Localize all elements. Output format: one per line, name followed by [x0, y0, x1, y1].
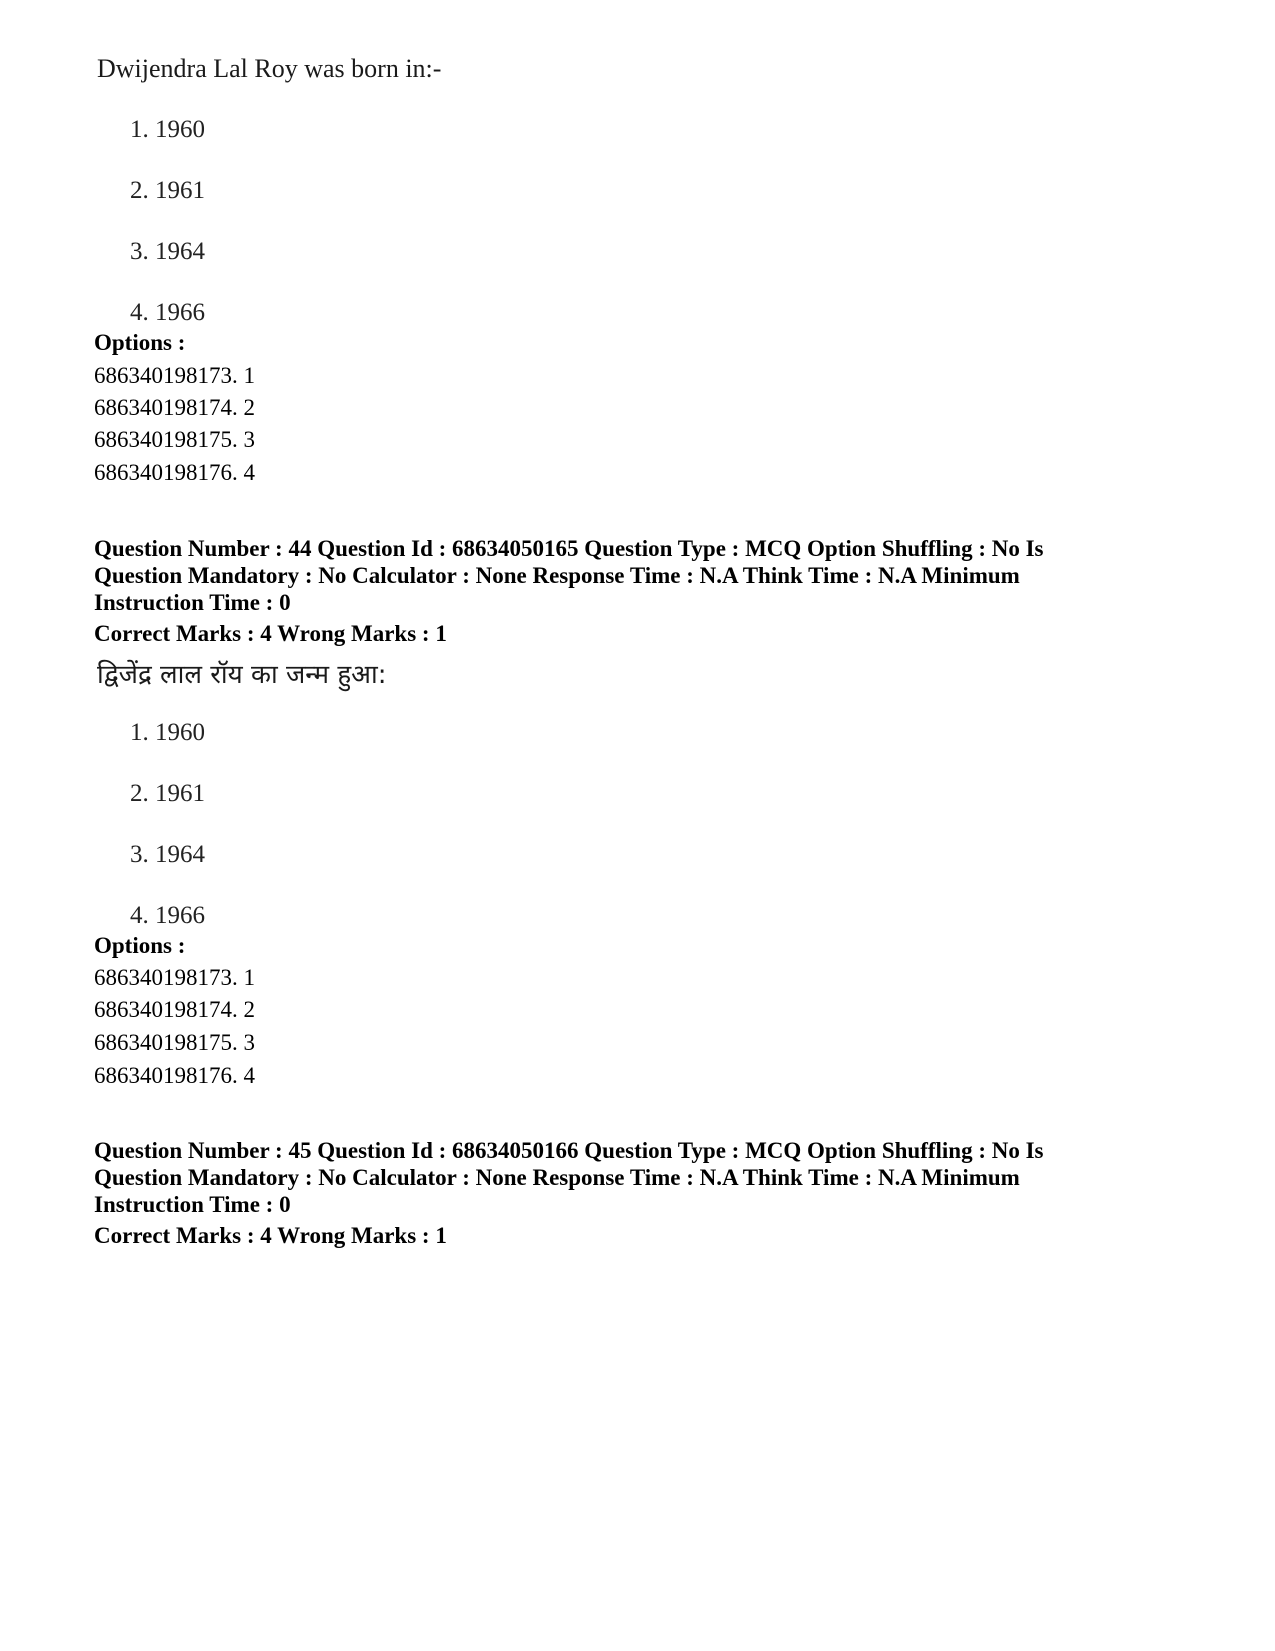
choice-3: 3. 1964 [130, 238, 205, 265]
option-row: 686340198175. 3 [94, 1030, 255, 1055]
question-text-english: Dwijendra Lal Roy was born in:- [97, 54, 442, 83]
choice-1: 1. 1960 [130, 719, 205, 746]
choice-4: 4. 1966 [130, 299, 205, 326]
option-row: 686340198174. 2 [94, 395, 255, 420]
question-meta-line-3: Instruction Time : 0 [94, 1192, 291, 1217]
choice-1: 1. 1960 [130, 116, 205, 143]
marks-line: Correct Marks : 4 Wrong Marks : 1 [94, 621, 447, 646]
question-meta-line-1: Question Number : 44 Question Id : 68634050165 Question Type : MCQ Option Shuffling : No Is [94, 536, 1044, 561]
option-row: 686340198176. 4 [94, 460, 255, 485]
option-row: 686340198173. 1 [94, 363, 255, 388]
question-meta-line-2: Question Mandatory : No Calculator : None Response Time : N.A Think Time : N.A Minimum [94, 1165, 1020, 1190]
options-label: Options : [94, 330, 186, 355]
choice-2: 2. 1961 [130, 177, 205, 204]
options-label: Options : [94, 933, 186, 958]
option-row: 686340198176. 4 [94, 1063, 255, 1088]
option-row: 686340198173. 1 [94, 965, 255, 990]
option-row: 686340198175. 3 [94, 427, 255, 452]
question-meta-line-3: Instruction Time : 0 [94, 590, 291, 615]
choice-4: 4. 1966 [130, 902, 205, 929]
question-meta-line-1: Question Number : 45 Question Id : 68634050166 Question Type : MCQ Option Shuffling : No Is [94, 1138, 1044, 1163]
question-meta-line-2: Question Mandatory : No Calculator : None Response Time : N.A Think Time : N.A Minimum [94, 563, 1020, 588]
option-row: 686340198174. 2 [94, 997, 255, 1022]
choice-3: 3. 1964 [130, 841, 205, 868]
marks-line: Correct Marks : 4 Wrong Marks : 1 [94, 1223, 447, 1248]
question-text-hindi: द्विजेंद्र लाल रॉय का जन्म हुआ: [97, 660, 387, 690]
choice-2: 2. 1961 [130, 780, 205, 807]
